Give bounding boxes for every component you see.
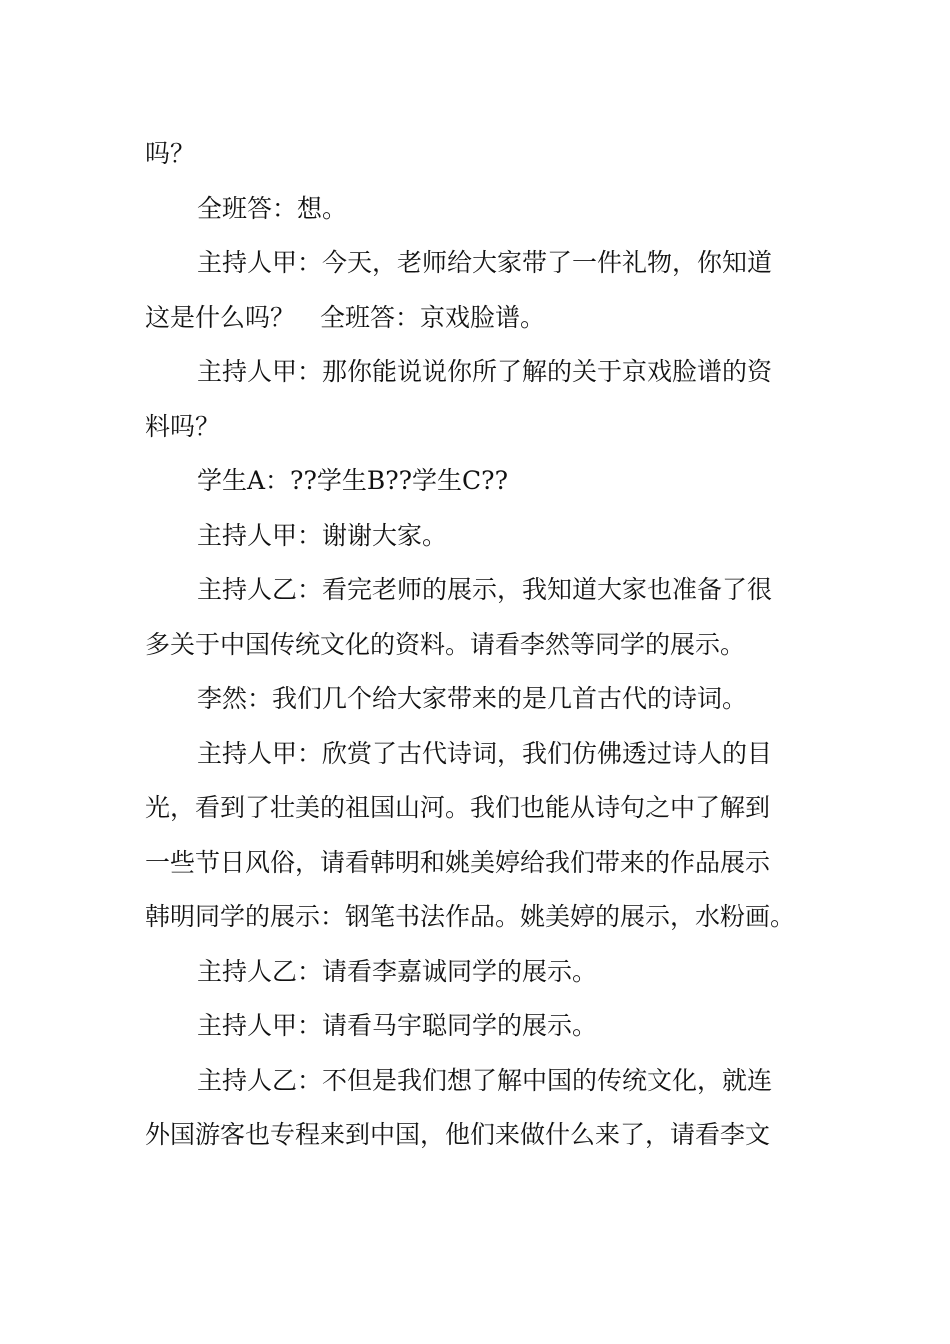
text-line: 主持人甲：欣赏了古代诗词，我们仿佛透过诗人的目 [197,738,773,768]
text-line: 主持人甲：请看马宇聪同学的展示。 [197,1011,598,1040]
document-body [145,127,810,1163]
text-line: 光，看到了壮美的祖国山河。我们也能从诗句之中了解到 [145,793,771,822]
text-line: 主持人乙：看完老师的展示，我知道大家也准备了很 [197,575,773,604]
text-line: 外国游客也专程来到中国，他们来做什么来了，请看李文 [145,1120,771,1149]
text-line: 全班答：想。 [197,193,348,223]
text-line: 主持人甲：那你能说说你所了解的关于京戏脸谱的资 [197,357,773,386]
text-line: 这是什么吗？ 全班答：京戏脸谱。 [145,302,546,332]
text-line: 主持人甲：谢谢大家。 [197,520,448,550]
text-line: 一些节日风俗，请看韩明和姚美婷给我们带来的作品展示 [145,847,771,877]
text-line: 学生A：??学生B??学生C?? [197,466,508,495]
text-line: 多关于中国传统文化的资料。请看李然等同学的展示。 [145,629,746,659]
text-line: 主持人乙：不但是我们想了解中国的传统文化，就连 [197,1065,773,1095]
text-line: 料吗？ [145,411,221,441]
text-line: 吗？ [145,139,196,168]
text-line: 主持人乙：请看李嘉诚同学的展示。 [197,956,598,986]
text-line: 韩明同学的展示：钢笔书法作品。姚美婷的展示，水粉画。 [145,902,796,931]
text-line: 李然：我们几个给大家带来的是几首古代的诗词。 [197,684,748,713]
text-line: 主持人甲：今天，老师给大家带了一件礼物，你知道 [197,248,773,277]
